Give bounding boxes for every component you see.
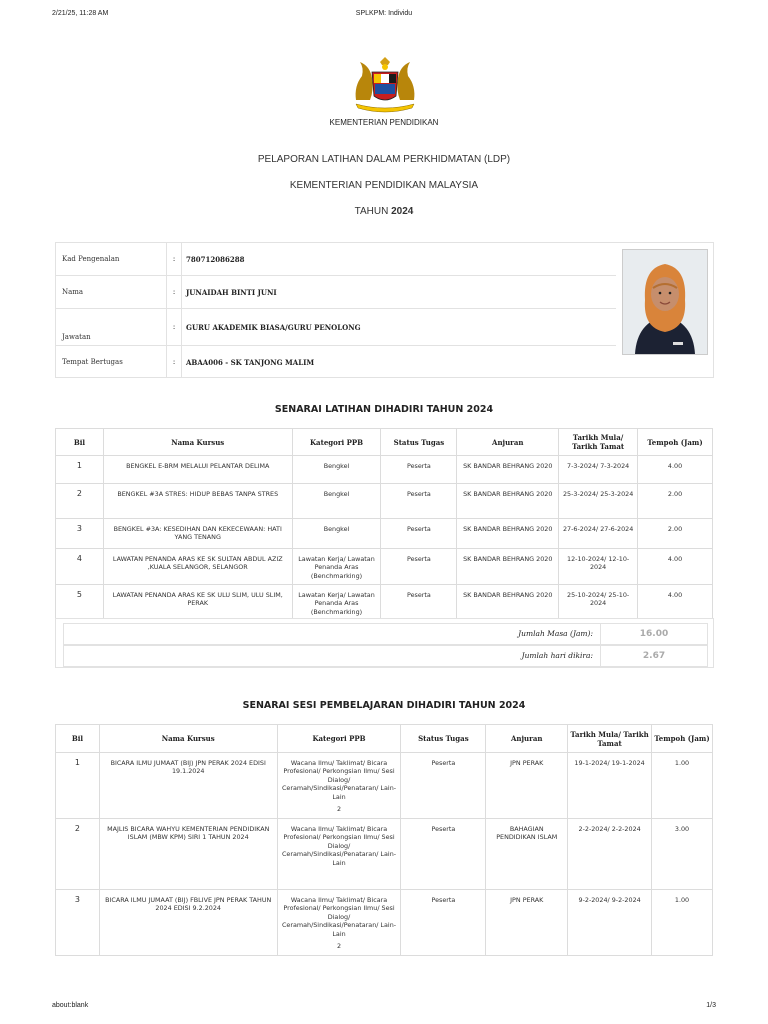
- ministry-name: KEMENTERIAN PENDIDIKAN: [329, 118, 439, 127]
- cell-tempoh: 4.00: [638, 549, 713, 585]
- profile-value: ABAA006 - SK TANJONG MALIM: [182, 346, 617, 379]
- cell-status: Peserta: [381, 549, 457, 585]
- cell-tarikh: 27-6-2024/ 27-6-2024: [559, 519, 638, 549]
- profile-photo: [622, 249, 708, 355]
- col-header-tempoh: Tempoh (Jam): [652, 725, 713, 753]
- profile-separator: :: [167, 243, 182, 276]
- col-header-tarikh: Tarikh Mula/ Tarikh Tamat: [559, 429, 638, 456]
- cell-nama: LAWATAN PENANDA ARAS KE SK ULU SLIM, ULU SLIM, PERAK: [103, 585, 292, 619]
- cell-anjuran: BAHAGIAN PENDIDIKAN ISLAM: [486, 819, 568, 890]
- sessions-table: [55, 724, 713, 956]
- cell-tempoh: 1.00: [652, 890, 713, 956]
- col-header-bil: Bil: [56, 725, 100, 753]
- cell-status: Peserta: [381, 456, 457, 484]
- cell-tarikh: 12-10-2024/ 12-10-2024: [559, 549, 638, 585]
- cell-anjuran: SK BANDAR BEHRANG 2020: [457, 585, 559, 619]
- table-row: [56, 819, 713, 890]
- col-header-tarikh: Tarikh Mula/ Tarikh Tamat: [568, 725, 652, 753]
- profile-separator: :: [167, 309, 182, 346]
- profile-table: [56, 243, 616, 378]
- cell-anjuran: SK BANDAR BEHRANG 2020: [457, 484, 559, 519]
- print-title: SPLKPM: Individu: [355, 10, 413, 17]
- report-year-label: TAHUN: [354, 206, 389, 217]
- cell-status: Peserta: [381, 585, 457, 619]
- report-title: PELAPORAN LATIHAN DALAM PERKHIDMATAN (LDP): [257, 154, 511, 165]
- cell-anjuran: JPN PERAK: [486, 753, 568, 819]
- profile-row: [56, 346, 616, 379]
- cell-bil: 2: [56, 484, 104, 519]
- cell-tarikh: 2-2-2024/ 2-2-2024: [568, 819, 652, 890]
- sessions-section-title: SENARAI SESI PEMBELAJARAN DIHADIRI TAHUN 2024: [242, 700, 526, 711]
- cell-kategori-text: Wacana Ilmu/ Taklimat/ Bicara Profesional/ Perkongsian Ilmu/ Sesi Dialog/ Ceramah/Sindikasi/Penataran/ Lain-Lain: [281, 825, 397, 867]
- cell-bil: 2: [56, 819, 100, 890]
- table-row: [56, 549, 713, 585]
- cell-tempoh: 4.00: [638, 456, 713, 484]
- cell-anjuran: JPN PERAK: [486, 890, 568, 956]
- training-section-title: SENARAI LATIHAN DIHADIRI TAHUN 2024: [274, 404, 494, 415]
- training-table: [55, 428, 713, 619]
- cell-nama: MAJLIS BICARA WAHYU KEMENTERIAN PENDIDIKAN ISLAM (MBW KPM) SIRI 1 TAHUN 2024: [99, 819, 277, 890]
- profile-label: Jawatan: [56, 309, 167, 346]
- cell-tempoh: 2.00: [638, 484, 713, 519]
- cell-kategori: Lawatan Kerja/ Lawatan Penanda Aras (Benchmarking): [292, 585, 381, 619]
- col-header-status: Status Tugas: [381, 429, 457, 456]
- cell-tarikh: 19-1-2024/ 19-1-2024: [568, 753, 652, 819]
- cell-kategori-text: Wacana Ilmu/ Taklimat/ Bicara Profesional/ Perkongsian Ilmu/ Sesi Dialog/ Ceramah/Sindikasi/Penataran/ Lain-Lain: [281, 896, 397, 938]
- print-url: about:blank: [52, 1002, 89, 1009]
- col-header-tempoh: Tempoh (Jam): [638, 429, 713, 456]
- cell-nama: BENGKEL #3A: KESEDIHAN DAN KEKECEWAAN: HATI YANG TENANG: [103, 519, 292, 549]
- cell-nama: BICARA ILMU JUMAAT (BIJ) FBLIVE JPN PERAK TAHUN 2024 EDISI 9.2.2024: [99, 890, 277, 956]
- col-header-status: Status Tugas: [401, 725, 486, 753]
- cell-status: Peserta: [401, 753, 486, 819]
- cell-status: Peserta: [401, 819, 486, 890]
- profile-value: JUNAIDAH BINTI JUNI: [182, 276, 617, 309]
- cell-kategori: [277, 819, 401, 890]
- cell-status: Peserta: [381, 484, 457, 519]
- cell-kategori: Bengkel: [292, 484, 381, 519]
- cell-nama: BENGKEL #3A STRES: HIDUP BEBAS TANPA STRES: [103, 484, 292, 519]
- report-subtitle: KEMENTERIAN PENDIDIKAN MALAYSIA: [289, 180, 479, 191]
- report-year-value: 2024: [391, 206, 414, 217]
- table-row: [56, 519, 713, 549]
- cell-kategori: Bengkel: [292, 519, 381, 549]
- total-days-row: [63, 645, 708, 667]
- cell-bil: 1: [56, 753, 100, 819]
- col-header-kategori: Kategori PPB: [277, 725, 401, 753]
- table-row: [56, 456, 713, 484]
- cell-nama: BENGKEL E-BRM MELALUI PELANTAR DELIMA: [103, 456, 292, 484]
- cell-bil: 1: [56, 456, 104, 484]
- total-hours-label: Jumlah Masa (Jam):: [518, 629, 593, 638]
- profile-row: [56, 309, 616, 346]
- cell-bil: 4: [56, 549, 104, 585]
- cell-tempoh: 2.00: [638, 519, 713, 549]
- col-header-anjuran: Anjuran: [486, 725, 568, 753]
- profile-label: Tempat Bertugas: [62, 358, 123, 366]
- profile-value: GURU AKADEMIK BIASA/GURU PENOLONG: [182, 309, 617, 346]
- training-totals: [55, 618, 714, 668]
- col-header-kategori: Kategori PPB: [292, 429, 381, 456]
- cell-status: Peserta: [381, 519, 457, 549]
- cell-bil: 3: [56, 519, 104, 549]
- cell-kategori: Bengkel: [292, 456, 381, 484]
- profile-separator: :: [167, 346, 182, 379]
- cell-kategori-number: 2: [336, 942, 342, 951]
- cell-tempoh: 1.00: [652, 753, 713, 819]
- profile-separator: :: [167, 276, 182, 309]
- coat-of-arms-logo: [350, 56, 420, 114]
- cell-kategori: Lawatan Kerja/ Lawatan Penanda Aras (Benchmarking): [292, 549, 381, 585]
- cell-status: Peserta: [401, 890, 486, 956]
- cell-kategori: [277, 890, 401, 956]
- cell-tarikh: 9-2-2024/ 9-2-2024: [568, 890, 652, 956]
- table-row: [56, 890, 713, 956]
- profile-card: [55, 242, 714, 378]
- cell-bil: 3: [56, 890, 100, 956]
- print-page-number: 1/3: [706, 1002, 716, 1009]
- total-days-label: Jumlah hari dikira:: [521, 651, 593, 660]
- cell-anjuran: SK BANDAR BEHRANG 2020: [457, 519, 559, 549]
- profile-row: [56, 243, 616, 276]
- person-portrait-icon: [623, 250, 707, 354]
- total-hours-row: [63, 623, 708, 645]
- table-header-row: [56, 429, 713, 456]
- profile-value: 780712086288: [182, 243, 617, 276]
- cell-tempoh: 3.00: [652, 819, 713, 890]
- total-hours-value: 16.00: [600, 624, 707, 644]
- col-header-anjuran: Anjuran: [457, 429, 559, 456]
- profile-row: [56, 276, 616, 309]
- profile-label: Kad Pengenalan: [56, 243, 167, 276]
- cell-tarikh: 7-3-2024/ 7-3-2024: [559, 456, 638, 484]
- col-header-nama: Nama Kursus: [103, 429, 292, 456]
- cell-tarikh: 25-10-2024/ 25-10-2024: [559, 585, 638, 619]
- col-header-bil: Bil: [56, 429, 104, 456]
- cell-kategori-number: 2: [336, 805, 342, 814]
- cell-anjuran: SK BANDAR BEHRANG 2020: [457, 456, 559, 484]
- report-year: [0, 206, 768, 217]
- cell-bil: 5: [56, 585, 104, 619]
- col-header-nama: Nama Kursus: [99, 725, 277, 753]
- cell-tempoh: 4.00: [638, 585, 713, 619]
- cell-anjuran: SK BANDAR BEHRANG 2020: [457, 549, 559, 585]
- cell-nama: LAWATAN PENANDA ARAS KE SK SULTAN ABDUL AZIZ ,KUALA SELANGOR, SELANGOR: [103, 549, 292, 585]
- print-datetime: 2/21/25, 11:28 AM: [52, 10, 109, 17]
- total-days-value: 2.67: [600, 646, 707, 666]
- cell-nama: BICARA ILMU JUMAAT (BIJ) JPN PERAK 2024 EDISI 19.1.2024: [99, 753, 277, 819]
- table-row: [56, 753, 713, 819]
- table-row: [56, 484, 713, 519]
- cell-kategori-text: Wacana Ilmu/ Taklimat/ Bicara Profesional/ Perkongsian Ilmu/ Sesi Dialog/ Ceramah/Sindikasi/Penataran/ Lain-Lain: [281, 759, 397, 801]
- table-header-row: [56, 725, 713, 753]
- cell-kategori: [277, 753, 401, 819]
- profile-label: Nama: [56, 276, 167, 309]
- table-row: [56, 585, 713, 619]
- cell-tarikh: 25-3-2024/ 25-3-2024: [559, 484, 638, 519]
